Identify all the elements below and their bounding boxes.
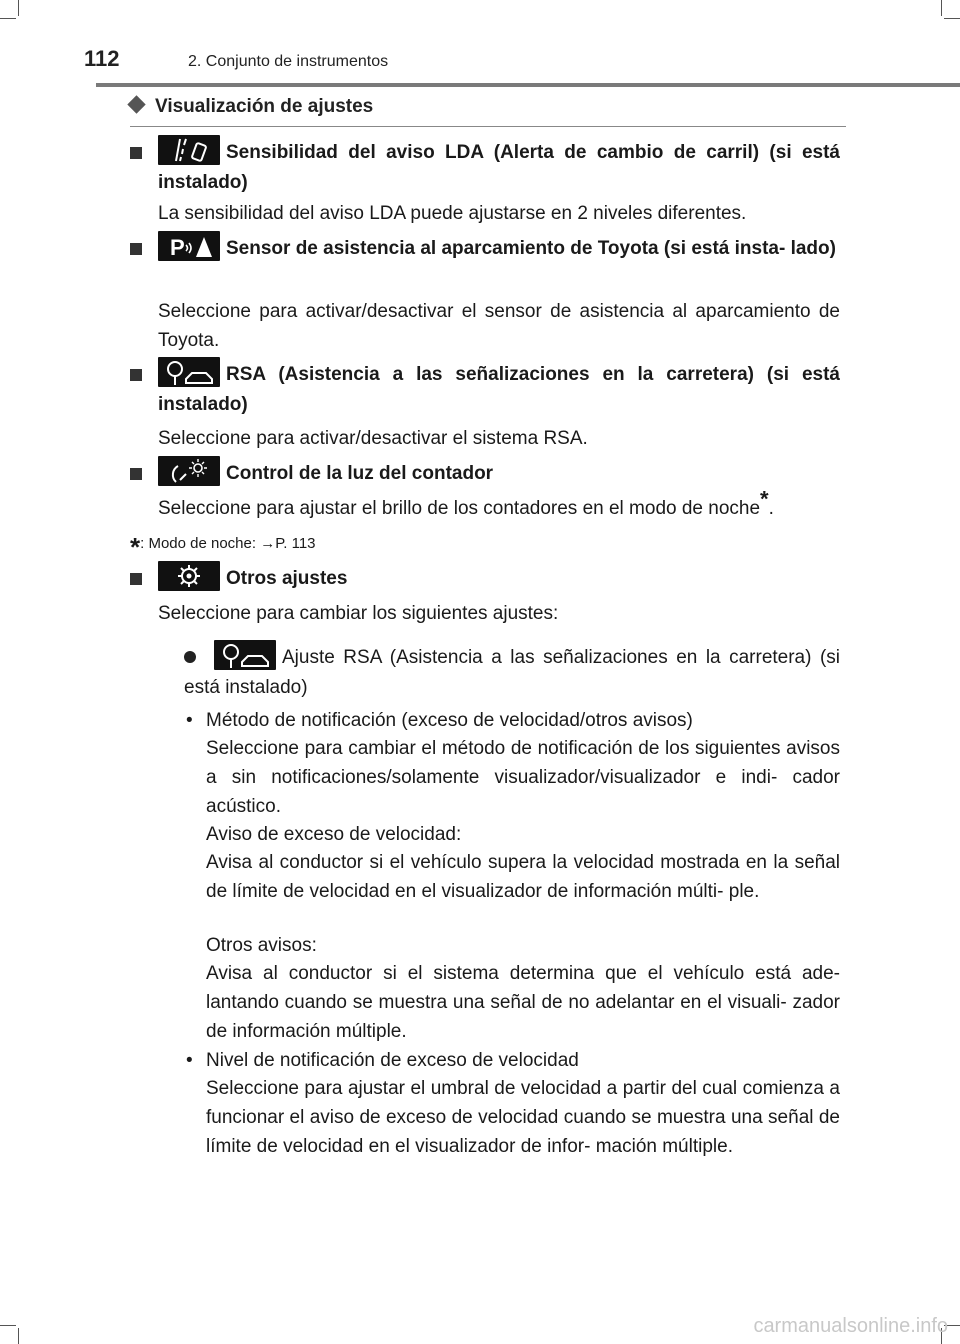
- section-title: Visualización de ajustes: [130, 96, 373, 118]
- item-lda-title: Sensibilidad del aviso LDA (Alerta de cambio de carril) (si está instalado): [130, 138, 840, 197]
- rsa-setting: Ajuste RSA (Asistencia a las señalizaciones en la carretera) (si está instalado): [184, 643, 840, 702]
- header-rule: [96, 83, 960, 87]
- crop-mark: [0, 18, 16, 19]
- parking-sensor-icon: [158, 231, 220, 261]
- bullet-small-icon: •: [186, 710, 193, 731]
- bullet1-text3: Avisa al conductor si el vehículo supera la velocidad mostrada en la señal de límite de velocidad en el visualizador de información múlti- ple.: [206, 852, 840, 902]
- crop-mark: [18, 1328, 19, 1344]
- square-bullet-icon: [130, 468, 142, 480]
- bullet2-title: Nivel de notificación de exceso de velocidad: [206, 1050, 579, 1071]
- crop-mark: [944, 18, 960, 19]
- item-meter-title: Control de la luz del contador: [130, 459, 840, 489]
- item-parking-title: P Sensor de asistencia al aparcamiento de Toyota (si está insta- lado): [130, 234, 840, 264]
- crop-mark: [18, 0, 19, 16]
- square-bullet-icon: [130, 369, 142, 381]
- bullet1-text2: Aviso de exceso de velocidad:: [206, 824, 462, 845]
- section-rule: [130, 126, 846, 127]
- diamond-icon: [127, 95, 145, 113]
- page-number: 112: [84, 46, 120, 71]
- rsa-icon: [158, 357, 220, 387]
- item-meter-body: Seleccione para ajustar el brillo de los contadores en el modo de noche*.: [158, 486, 774, 519]
- item-rsa-body: Seleccione para activar/desactivar el sistema RSA.: [158, 428, 588, 449]
- bullet1-title: Método de notificación (exceso de velocidad/otros avisos): [206, 710, 693, 731]
- item-rsa-title: RSA (Asistencia a las señalizaciones en la carretera) (si está instalado): [130, 360, 840, 419]
- rsa-icon: [214, 640, 276, 670]
- bullet1-text5: Avisa al conductor si el sistema determina que el vehículo está ade- lantando cuando se muestra una señal de no adelantar en el visuali- zador de información múltiple.: [206, 963, 840, 1042]
- svg-text:P: P: [170, 235, 185, 260]
- bullet2-text: Seleccione para ajustar el umbral de velocidad a partir del cual comienza a funcionar el aviso de exceso de velocidad cuando se muestra una señal de límite de velocidad en el visualizador de infor- mación múltiple.: [206, 1078, 840, 1157]
- watermark: carmanualsonline.info: [753, 1315, 948, 1337]
- item-other-title: Otros ajustes: [130, 564, 840, 594]
- gear-icon: [158, 561, 220, 591]
- square-bullet-icon: [130, 243, 142, 255]
- square-bullet-icon: [130, 573, 142, 585]
- lda-icon: [158, 135, 220, 165]
- round-bullet-icon: [184, 651, 196, 663]
- footnote: *: Modo de noche: →P. 113: [130, 532, 316, 562]
- crop-mark: [0, 1325, 16, 1326]
- item-lda-body: La sensibilidad del aviso LDA puede ajustarse en 2 niveles diferentes.: [158, 203, 747, 224]
- item-parking-body: Seleccione para activar/desactivar el sensor de asistencia al aparcamiento de Toyota.: [158, 301, 840, 351]
- bullet-small-icon: •: [186, 1050, 193, 1071]
- square-bullet-icon: [130, 147, 142, 159]
- chapter-title: 2. Conjunto de instrumentos: [188, 53, 389, 70]
- meter-light-icon: [158, 456, 220, 486]
- bullet1-text1: Seleccione para cambiar el método de notificación de los siguientes avisos a sin notificaciones/solamente visualizador/visualizador e indi- cador acústico.: [206, 738, 840, 817]
- item-other-body: Seleccione para cambiar los siguientes ajustes:: [158, 603, 559, 624]
- crop-mark: [941, 0, 942, 16]
- bullet1-text4: Otros avisos:: [206, 935, 317, 956]
